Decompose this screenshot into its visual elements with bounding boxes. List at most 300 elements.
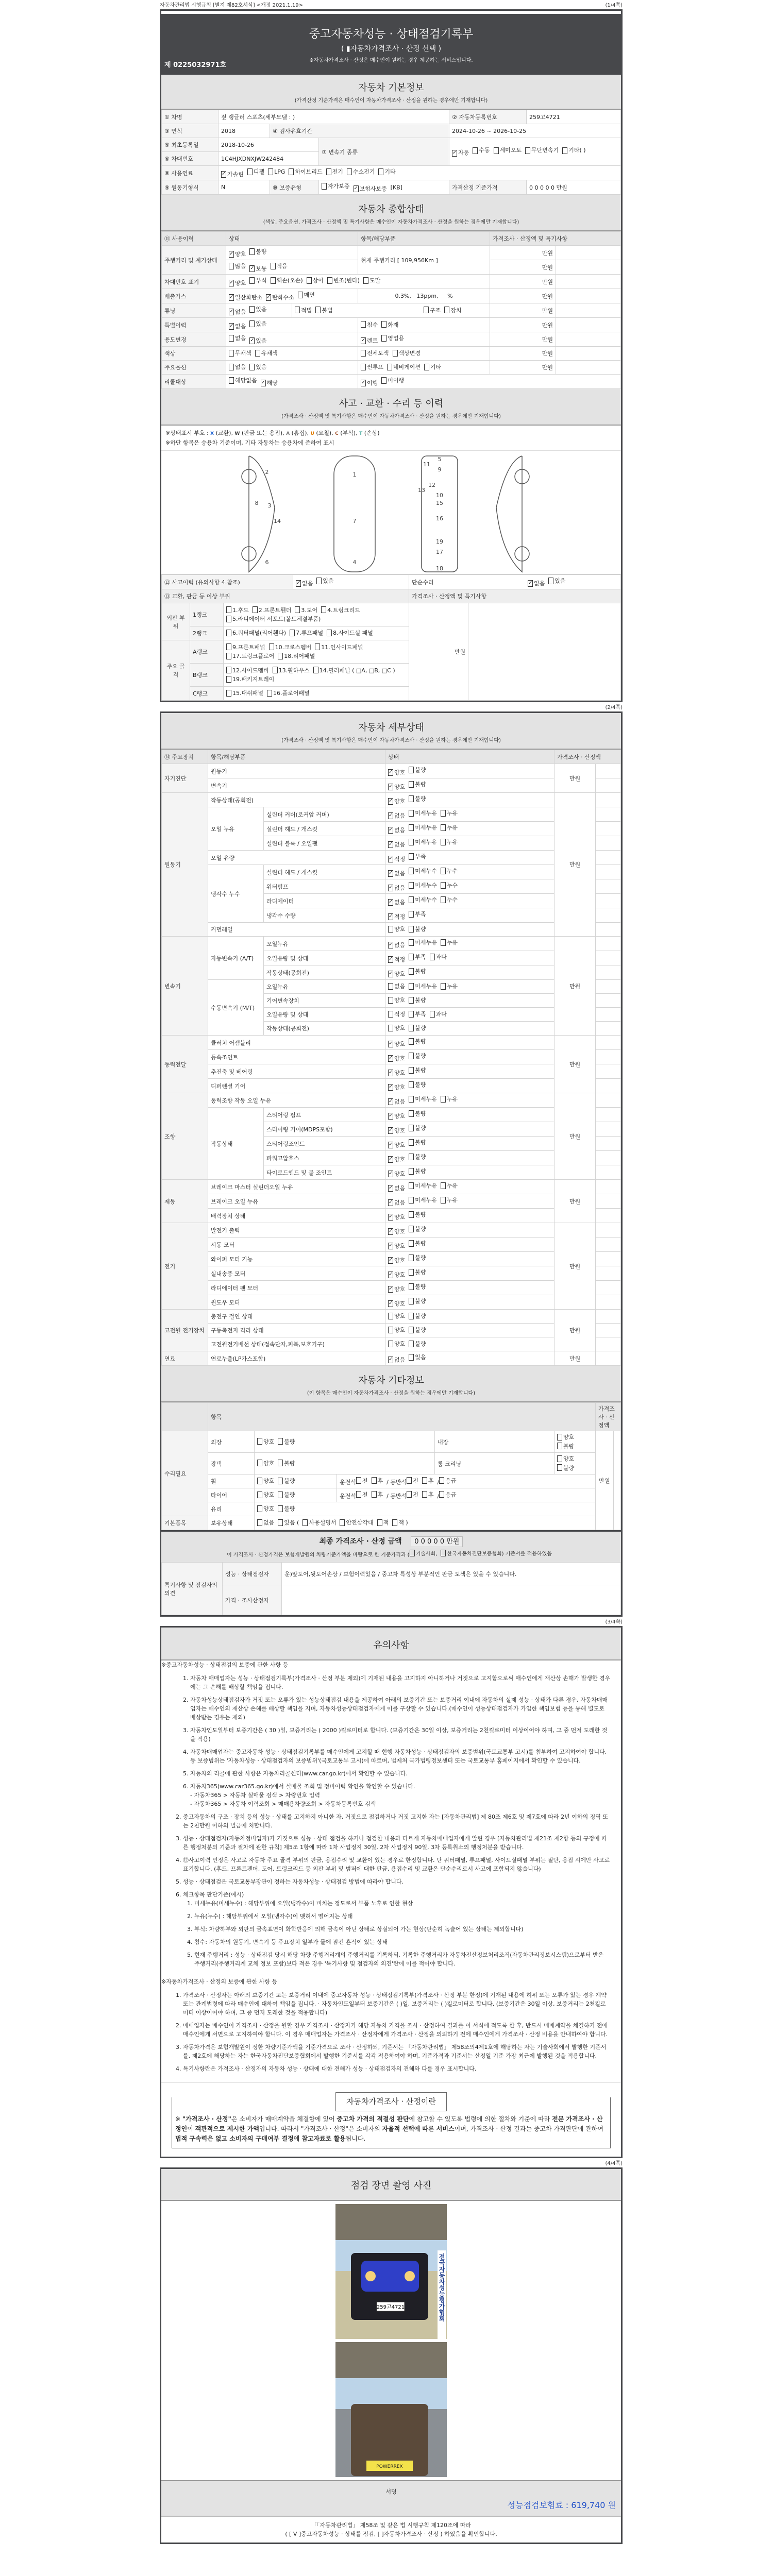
status-checkbox[interactable] bbox=[388, 826, 405, 834]
status-checkbox[interactable] bbox=[409, 1124, 426, 1132]
checkbox[interactable] bbox=[372, 1490, 383, 1499]
status-checkbox[interactable] bbox=[388, 1010, 405, 1018]
price-input[interactable] bbox=[596, 1064, 621, 1079]
price-input[interactable] bbox=[556, 303, 621, 318]
checkbox-box[interactable]: ✓ bbox=[389, 1069, 393, 1075]
checkbox-box[interactable] bbox=[388, 1327, 393, 1333]
checkbox[interactable] bbox=[249, 336, 266, 345]
checkbox-box[interactable] bbox=[340, 1519, 345, 1526]
checkbox-box[interactable] bbox=[409, 1197, 414, 1204]
status-checkbox[interactable] bbox=[430, 953, 447, 961]
checkbox-box[interactable] bbox=[409, 1226, 414, 1232]
status-checkbox[interactable] bbox=[388, 982, 405, 990]
checkbox-box[interactable] bbox=[407, 1491, 412, 1498]
checkbox[interactable] bbox=[372, 1477, 383, 1485]
part-checkbox[interactable] bbox=[226, 666, 269, 674]
status-checkbox[interactable] bbox=[409, 938, 437, 946]
checkbox-box[interactable]: ✓ bbox=[389, 855, 393, 861]
checkbox-box[interactable] bbox=[409, 1255, 414, 1261]
checkbox[interactable] bbox=[303, 1518, 336, 1527]
checkbox[interactable] bbox=[229, 376, 257, 384]
price-input[interactable] bbox=[556, 347, 621, 361]
status-checkbox[interactable] bbox=[388, 1040, 405, 1048]
checkbox-box[interactable]: ✓ bbox=[229, 294, 234, 300]
status-checkbox[interactable] bbox=[409, 1210, 426, 1218]
price-input[interactable] bbox=[596, 1050, 621, 1064]
checkbox[interactable] bbox=[361, 363, 383, 371]
checkbox[interactable] bbox=[257, 1504, 274, 1513]
checkbox-box[interactable] bbox=[229, 335, 234, 342]
status-checkbox[interactable] bbox=[409, 1196, 437, 1204]
checkbox-box[interactable] bbox=[424, 364, 429, 370]
part-checkbox[interactable] bbox=[226, 675, 274, 683]
checkbox[interactable] bbox=[229, 334, 246, 342]
status-checkbox[interactable] bbox=[409, 925, 426, 933]
checkbox[interactable] bbox=[295, 306, 312, 314]
checkbox-box[interactable] bbox=[409, 1283, 414, 1290]
status-checkbox[interactable] bbox=[388, 1198, 405, 1207]
checkbox-box[interactable] bbox=[441, 824, 446, 831]
part-checkbox[interactable] bbox=[315, 643, 363, 651]
checkbox-box[interactable] bbox=[409, 1139, 414, 1146]
checkbox-box[interactable] bbox=[327, 630, 332, 636]
price-input[interactable] bbox=[596, 1238, 621, 1252]
checkbox-box[interactable]: ✓ bbox=[389, 1285, 393, 1292]
checkbox-box[interactable] bbox=[257, 1492, 262, 1498]
checkbox-box[interactable] bbox=[278, 1492, 283, 1498]
checkbox-box[interactable] bbox=[409, 896, 414, 903]
warranty-checkbox[interactable] bbox=[322, 182, 350, 190]
checkbox-box[interactable] bbox=[249, 248, 255, 255]
checkbox[interactable] bbox=[261, 379, 278, 387]
price-input[interactable] bbox=[596, 1008, 621, 1022]
checkbox-box[interactable] bbox=[409, 1125, 414, 1131]
status-checkbox[interactable] bbox=[388, 884, 405, 892]
price-input[interactable] bbox=[556, 361, 621, 375]
price-input[interactable] bbox=[556, 289, 621, 303]
checkbox[interactable] bbox=[356, 1477, 368, 1485]
checkbox-box[interactable]: ✓ bbox=[250, 265, 255, 271]
status-checkbox[interactable] bbox=[388, 855, 405, 863]
status-checkbox[interactable] bbox=[388, 1299, 405, 1308]
checkbox-box[interactable] bbox=[409, 824, 414, 831]
checkbox-box[interactable] bbox=[387, 364, 392, 370]
checkbox-box[interactable] bbox=[271, 277, 276, 284]
checkbox[interactable] bbox=[361, 349, 389, 357]
checkbox-box[interactable] bbox=[326, 168, 331, 175]
checkbox-box[interactable] bbox=[322, 183, 327, 190]
price-input[interactable] bbox=[596, 1252, 621, 1266]
checkbox[interactable] bbox=[557, 1442, 574, 1450]
checkbox-box[interactable]: ✓ bbox=[389, 798, 393, 804]
checkbox[interactable] bbox=[278, 1490, 295, 1499]
part-checkbox[interactable] bbox=[273, 666, 310, 674]
checkbox-box[interactable] bbox=[441, 896, 446, 903]
status-checkbox[interactable] bbox=[388, 1326, 405, 1334]
checkbox-box[interactable] bbox=[424, 307, 429, 313]
status-checkbox[interactable] bbox=[409, 982, 437, 990]
checkbox-box[interactable] bbox=[409, 997, 414, 1004]
checkbox[interactable] bbox=[229, 279, 246, 287]
checkbox-box[interactable] bbox=[278, 1519, 283, 1526]
status-checkbox[interactable] bbox=[409, 996, 426, 1004]
status-checkbox[interactable] bbox=[409, 838, 437, 846]
checkbox-box[interactable] bbox=[377, 1519, 382, 1526]
checkbox[interactable] bbox=[296, 579, 313, 587]
status-checkbox[interactable] bbox=[409, 1326, 426, 1334]
price-input[interactable] bbox=[596, 1266, 621, 1281]
checkbox-box[interactable] bbox=[226, 630, 231, 636]
checkbox-box[interactable] bbox=[257, 1505, 262, 1512]
checkbox-box[interactable] bbox=[278, 653, 283, 659]
checkbox-box[interactable] bbox=[361, 364, 366, 370]
status-checkbox[interactable] bbox=[409, 1024, 426, 1032]
checkbox-box[interactable]: ✓ bbox=[389, 1271, 393, 1277]
checkbox-box[interactable] bbox=[388, 1011, 393, 1018]
checkbox-box[interactable] bbox=[388, 1313, 393, 1319]
checkbox-box[interactable]: ✓ bbox=[389, 1141, 393, 1147]
price-input[interactable] bbox=[596, 1223, 621, 1238]
checkbox-box[interactable]: ✓ bbox=[229, 323, 234, 329]
checkbox-box[interactable] bbox=[316, 578, 322, 584]
checkbox[interactable] bbox=[229, 250, 246, 258]
checkbox[interactable] bbox=[381, 334, 404, 342]
status-checkbox[interactable] bbox=[388, 1083, 405, 1091]
status-checkbox[interactable] bbox=[388, 1054, 405, 1062]
checkbox-box[interactable]: ✓ bbox=[266, 294, 271, 300]
checkbox-box[interactable]: ✓ bbox=[389, 1055, 393, 1061]
status-checkbox[interactable] bbox=[388, 1155, 405, 1163]
status-checkbox[interactable] bbox=[409, 881, 437, 889]
checkbox-box[interactable] bbox=[271, 263, 276, 269]
checkbox-box[interactable]: ✓ bbox=[389, 1156, 393, 1162]
checkbox-box[interactable] bbox=[409, 1067, 414, 1074]
price-input[interactable] bbox=[556, 275, 621, 289]
status-checkbox[interactable] bbox=[388, 1227, 405, 1235]
status-checkbox[interactable] bbox=[409, 1167, 426, 1175]
checkbox[interactable] bbox=[229, 363, 246, 371]
checkbox[interactable] bbox=[439, 1477, 456, 1485]
checkbox[interactable] bbox=[229, 293, 262, 301]
status-checkbox[interactable] bbox=[388, 912, 405, 921]
status-checkbox[interactable] bbox=[409, 1037, 426, 1045]
checkbox-box[interactable] bbox=[409, 1298, 414, 1304]
price-input[interactable] bbox=[596, 807, 621, 822]
status-checkbox[interactable] bbox=[441, 809, 458, 817]
checkbox-box[interactable] bbox=[444, 307, 449, 313]
checkbox-box[interactable]: ✓ bbox=[528, 580, 533, 586]
checkbox-box[interactable] bbox=[441, 839, 446, 845]
part-checkbox[interactable] bbox=[269, 643, 312, 651]
checkbox-box[interactable] bbox=[392, 1519, 397, 1526]
price-input[interactable] bbox=[596, 1324, 621, 1337]
status-checkbox[interactable] bbox=[409, 1095, 437, 1103]
price-input[interactable] bbox=[596, 894, 621, 908]
checkbox-box[interactable] bbox=[229, 377, 234, 384]
checkbox-box[interactable] bbox=[422, 1477, 427, 1484]
checkbox-box[interactable] bbox=[409, 767, 414, 773]
status-checkbox[interactable] bbox=[409, 1353, 426, 1361]
status-checkbox[interactable] bbox=[409, 867, 437, 875]
checkbox-box[interactable] bbox=[249, 364, 255, 370]
part-checkbox[interactable] bbox=[290, 629, 323, 637]
checkbox-box[interactable]: ✓ bbox=[361, 337, 366, 343]
checkbox[interactable] bbox=[361, 336, 378, 345]
checkbox-box[interactable] bbox=[278, 1478, 283, 1484]
transmission-checkbox[interactable] bbox=[452, 147, 469, 159]
transmission-checkbox[interactable] bbox=[473, 145, 490, 156]
checkbox-box[interactable] bbox=[372, 1477, 377, 1484]
checkbox-box[interactable] bbox=[381, 377, 386, 384]
checkbox-box[interactable] bbox=[268, 168, 273, 175]
checkbox-box[interactable] bbox=[409, 954, 414, 960]
checkbox[interactable] bbox=[340, 1518, 373, 1527]
status-checkbox[interactable] bbox=[388, 1069, 405, 1077]
price-input[interactable] bbox=[596, 1209, 621, 1223]
status-checkbox[interactable] bbox=[388, 811, 405, 820]
price-input[interactable] bbox=[596, 1281, 621, 1295]
status-checkbox[interactable] bbox=[388, 869, 405, 877]
price-input[interactable] bbox=[596, 1108, 621, 1122]
checkbox-box[interactable] bbox=[388, 1025, 393, 1031]
part-checkbox[interactable] bbox=[226, 629, 286, 637]
status-checkbox[interactable] bbox=[388, 1285, 405, 1293]
status-checkbox[interactable] bbox=[409, 967, 426, 975]
price-input[interactable] bbox=[596, 1165, 621, 1180]
checkbox-box[interactable] bbox=[255, 350, 260, 357]
checkbox-box[interactable] bbox=[378, 168, 383, 175]
checkbox[interactable] bbox=[278, 1504, 295, 1513]
status-checkbox[interactable] bbox=[388, 840, 405, 849]
checkbox[interactable] bbox=[422, 1477, 434, 1485]
checkbox-box[interactable] bbox=[409, 1154, 414, 1160]
checkbox-box[interactable] bbox=[372, 1491, 377, 1498]
checkbox-box[interactable]: ✓ bbox=[361, 379, 366, 385]
status-checkbox[interactable] bbox=[409, 852, 426, 860]
checkbox-box[interactable]: ✓ bbox=[389, 870, 393, 876]
checkbox-box[interactable] bbox=[422, 1491, 427, 1498]
checkbox[interactable] bbox=[422, 1490, 434, 1499]
checkbox[interactable] bbox=[439, 1490, 456, 1499]
checkbox-box[interactable] bbox=[226, 616, 231, 622]
checkbox-box[interactable] bbox=[388, 926, 393, 933]
status-checkbox[interactable] bbox=[409, 780, 426, 788]
checkbox[interactable] bbox=[444, 306, 461, 314]
checkbox[interactable] bbox=[356, 1490, 368, 1499]
checkbox-box[interactable] bbox=[430, 1011, 435, 1018]
checkbox-box[interactable] bbox=[363, 277, 368, 284]
checkbox-box[interactable] bbox=[409, 926, 414, 933]
checkbox[interactable] bbox=[441, 1549, 551, 1557]
part-checkbox[interactable] bbox=[226, 643, 265, 651]
checkbox-box[interactable] bbox=[409, 1110, 414, 1117]
price-input[interactable] bbox=[596, 851, 621, 865]
status-checkbox[interactable] bbox=[441, 881, 458, 889]
status-checkbox[interactable] bbox=[409, 910, 426, 918]
checkbox-box[interactable]: ✓ bbox=[296, 580, 301, 586]
price-input[interactable] bbox=[596, 822, 621, 836]
checkbox-box[interactable] bbox=[249, 306, 255, 313]
checkbox[interactable] bbox=[315, 306, 332, 314]
checkbox-box[interactable]: ✓ bbox=[261, 379, 265, 385]
status-checkbox[interactable] bbox=[388, 996, 405, 1004]
checkbox[interactable] bbox=[381, 320, 398, 329]
checkbox[interactable] bbox=[377, 1518, 389, 1527]
status-checkbox[interactable] bbox=[388, 1141, 405, 1149]
part-checkbox[interactable] bbox=[226, 615, 321, 623]
fuel-checkbox[interactable] bbox=[326, 167, 343, 176]
checkbox-box[interactable] bbox=[441, 983, 446, 990]
status-checkbox[interactable] bbox=[388, 768, 405, 776]
checkbox-box[interactable]: ✓ bbox=[389, 1242, 393, 1248]
checkbox-box[interactable]: ✓ bbox=[229, 250, 234, 257]
checkbox[interactable] bbox=[298, 291, 315, 299]
status-checkbox[interactable] bbox=[441, 982, 458, 990]
status-checkbox[interactable] bbox=[388, 970, 405, 978]
checkbox-box[interactable]: ✓ bbox=[389, 1098, 393, 1104]
checkbox-box[interactable] bbox=[409, 911, 414, 918]
checkbox[interactable] bbox=[229, 308, 246, 316]
checkbox[interactable] bbox=[278, 1518, 299, 1527]
checkbox[interactable] bbox=[361, 320, 378, 329]
checkbox-box[interactable] bbox=[249, 277, 255, 284]
status-checkbox[interactable] bbox=[388, 1024, 405, 1032]
checkbox-box[interactable] bbox=[439, 1477, 444, 1484]
status-checkbox[interactable] bbox=[409, 953, 426, 961]
checkbox[interactable] bbox=[255, 349, 278, 357]
checkbox-box[interactable] bbox=[409, 1269, 414, 1276]
checkbox-box[interactable] bbox=[473, 147, 478, 154]
checkbox-box[interactable]: ✓ bbox=[229, 279, 234, 285]
checkbox-box[interactable] bbox=[409, 810, 414, 817]
price-input[interactable] bbox=[596, 980, 621, 994]
checkbox-box[interactable] bbox=[409, 795, 414, 802]
status-checkbox[interactable] bbox=[441, 938, 458, 946]
checkbox-box[interactable] bbox=[409, 1211, 414, 1218]
checkbox-box[interactable] bbox=[267, 690, 272, 697]
checkbox-box[interactable] bbox=[249, 320, 255, 327]
price-input[interactable] bbox=[596, 965, 621, 980]
checkbox-box[interactable]: ✓ bbox=[389, 1356, 393, 1362]
appraiser-opinion[interactable] bbox=[282, 1585, 621, 1615]
status-checkbox[interactable] bbox=[441, 1095, 458, 1103]
status-checkbox[interactable] bbox=[388, 1355, 405, 1364]
status-checkbox[interactable] bbox=[430, 1010, 447, 1018]
price-input[interactable] bbox=[596, 951, 621, 965]
status-checkbox[interactable] bbox=[388, 1097, 405, 1106]
checkbox-box[interactable]: ✓ bbox=[389, 1040, 393, 1046]
checkbox-box[interactable] bbox=[409, 1168, 414, 1175]
status-checkbox[interactable] bbox=[409, 1080, 426, 1089]
checkbox-box[interactable] bbox=[278, 1460, 283, 1466]
checkbox-box[interactable] bbox=[409, 1240, 414, 1247]
checkbox[interactable] bbox=[249, 247, 266, 256]
checkbox[interactable] bbox=[249, 276, 266, 284]
part-checkbox[interactable] bbox=[295, 606, 317, 614]
warranty-checkbox[interactable] bbox=[354, 184, 387, 193]
status-checkbox[interactable] bbox=[409, 809, 437, 817]
checkbox-box[interactable] bbox=[407, 1477, 412, 1484]
price-input[interactable] bbox=[613, 1431, 620, 1530]
price-input[interactable] bbox=[468, 603, 621, 701]
price-input[interactable] bbox=[596, 908, 621, 923]
fuel-checkbox[interactable] bbox=[268, 168, 285, 175]
checkbox[interactable] bbox=[387, 363, 421, 371]
checkbox-box[interactable] bbox=[441, 1197, 446, 1204]
status-checkbox[interactable] bbox=[409, 1153, 426, 1161]
checkbox-box[interactable] bbox=[409, 1327, 414, 1333]
status-checkbox[interactable] bbox=[409, 1052, 426, 1060]
checkbox-box[interactable] bbox=[229, 350, 234, 357]
checkbox[interactable] bbox=[557, 1464, 574, 1472]
checkbox-box[interactable] bbox=[548, 578, 553, 584]
checkbox-box[interactable] bbox=[441, 1550, 446, 1556]
status-checkbox[interactable] bbox=[409, 1340, 426, 1348]
checkbox-box[interactable] bbox=[409, 983, 414, 990]
price-input[interactable] bbox=[596, 793, 621, 807]
fuel-checkbox[interactable] bbox=[247, 167, 264, 176]
checkbox[interactable] bbox=[229, 262, 246, 270]
checkbox[interactable] bbox=[407, 1477, 418, 1485]
price-input[interactable] bbox=[596, 1093, 621, 1108]
price-input[interactable] bbox=[596, 1079, 621, 1093]
checkbox-box[interactable] bbox=[441, 882, 446, 889]
status-checkbox[interactable] bbox=[388, 783, 405, 791]
checkbox-box[interactable]: ✓ bbox=[389, 1257, 393, 1263]
checkbox[interactable] bbox=[257, 1518, 274, 1527]
checkbox-box[interactable] bbox=[253, 606, 258, 613]
checkbox-box[interactable]: ✓ bbox=[389, 899, 393, 905]
checkbox-box[interactable] bbox=[269, 643, 274, 650]
part-checkbox[interactable] bbox=[278, 652, 315, 660]
checkbox-box[interactable] bbox=[410, 1550, 415, 1556]
checkbox-box[interactable] bbox=[409, 839, 414, 845]
checkbox-box[interactable] bbox=[226, 653, 231, 659]
status-checkbox[interactable] bbox=[388, 1312, 405, 1320]
checkbox-box[interactable] bbox=[229, 263, 234, 269]
checkbox-box[interactable] bbox=[525, 147, 530, 154]
checkbox-box[interactable] bbox=[315, 307, 321, 313]
price-input[interactable] bbox=[596, 1194, 621, 1209]
checkbox-box[interactable] bbox=[356, 1477, 361, 1484]
checkbox[interactable] bbox=[361, 379, 378, 387]
checkbox[interactable] bbox=[249, 305, 266, 313]
part-checkbox[interactable] bbox=[253, 606, 292, 614]
price-input[interactable] bbox=[596, 937, 621, 951]
checkbox-box[interactable] bbox=[409, 1025, 414, 1031]
status-checkbox[interactable] bbox=[441, 867, 458, 875]
price-input[interactable] bbox=[596, 1337, 621, 1351]
final-price-amount[interactable]: 0 0 0 0 0 만원 bbox=[411, 1536, 463, 1547]
checkbox[interactable] bbox=[393, 349, 421, 357]
checkbox-box[interactable]: ✓ bbox=[389, 956, 393, 962]
status-checkbox[interactable] bbox=[388, 941, 405, 949]
checkbox-box[interactable] bbox=[557, 1443, 562, 1449]
price-input[interactable] bbox=[596, 879, 621, 894]
checkbox-box[interactable] bbox=[289, 168, 294, 175]
checkbox-box[interactable] bbox=[356, 1491, 361, 1498]
status-checkbox[interactable] bbox=[409, 1312, 426, 1320]
checkbox-box[interactable]: ✓ bbox=[354, 185, 358, 191]
checkbox-box[interactable]: ✓ bbox=[389, 970, 393, 976]
part-checkbox[interactable] bbox=[313, 666, 395, 674]
checkbox-box[interactable] bbox=[381, 335, 386, 342]
checkbox-box[interactable] bbox=[290, 630, 295, 636]
checkbox-box[interactable] bbox=[295, 606, 300, 613]
price-input[interactable] bbox=[556, 318, 621, 332]
checkbox-box[interactable] bbox=[441, 810, 446, 817]
checkbox-box[interactable] bbox=[409, 1341, 414, 1347]
